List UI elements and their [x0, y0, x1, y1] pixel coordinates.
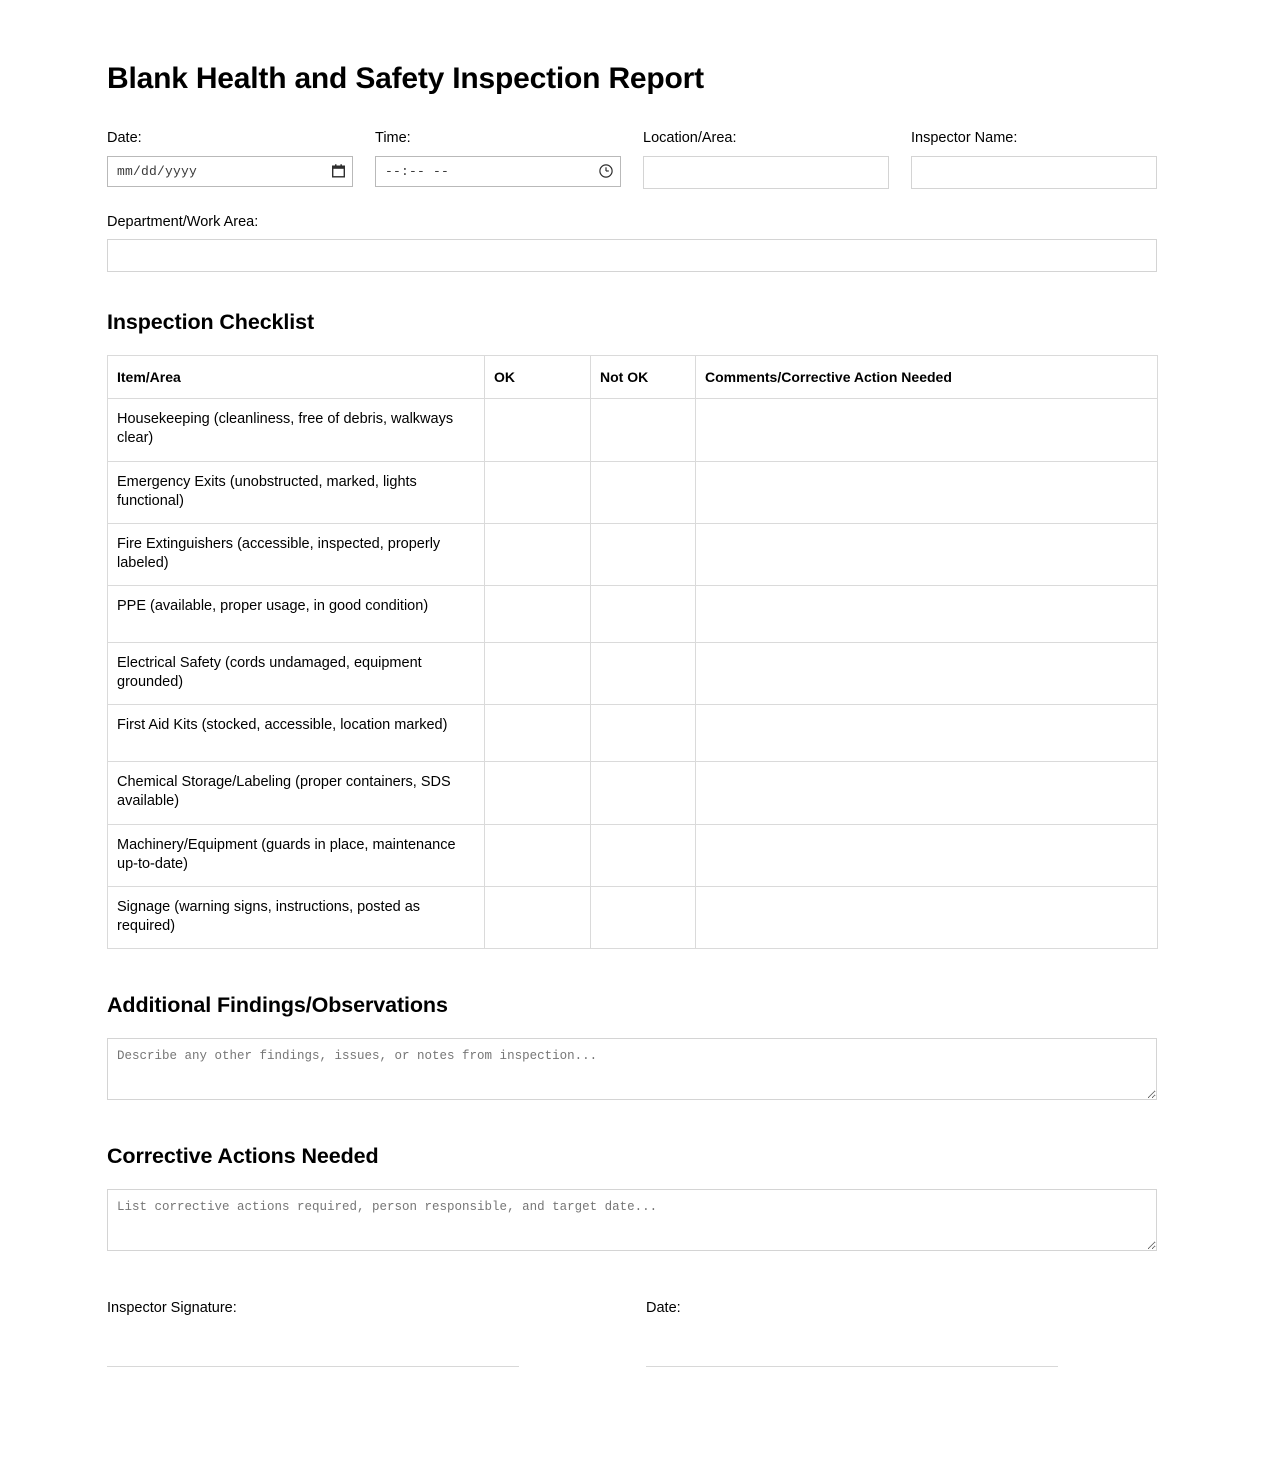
page-title: Blank Health and Safety Inspection Report: [107, 62, 704, 95]
field-location: [643, 129, 889, 189]
signature-date-line[interactable]: [646, 1319, 1058, 1367]
cell-ok[interactable]: [485, 523, 591, 585]
inspection-checklist-table: [107, 355, 1158, 949]
table-row: [108, 762, 1158, 824]
cell-item-area: Machinery/Equipment (guards in place, maintenance up-to-date): [108, 824, 485, 886]
table-row: [108, 886, 1158, 948]
signature-block: [107, 1299, 1157, 1367]
cell-ok[interactable]: [485, 762, 591, 824]
cell-comments[interactable]: [696, 643, 1158, 705]
additional-findings-heading: Additional Findings/Observations: [107, 993, 448, 1018]
location-label: Location/Area:: [643, 130, 737, 146]
cell-ok[interactable]: [485, 886, 591, 948]
cell-not-ok[interactable]: [591, 643, 696, 705]
inspector-signature-line[interactable]: [107, 1319, 519, 1367]
cell-comments[interactable]: [696, 705, 1158, 762]
cell-comments[interactable]: [696, 762, 1158, 824]
column-header-item: Item/Area: [108, 356, 485, 399]
cell-not-ok[interactable]: [591, 461, 696, 523]
inspector-signature-label: Inspector Signature:: [107, 1300, 237, 1317]
cell-item-area: Electrical Safety (cords undamaged, equipment grounded): [108, 643, 485, 705]
time-placeholder-text: --:-- --: [385, 163, 450, 179]
signature-date-group: [646, 1299, 1058, 1367]
cell-not-ok[interactable]: [591, 705, 696, 762]
corrective-actions-textarea[interactable]: [107, 1189, 1157, 1251]
bottom-spacer: [107, 1367, 1157, 1457]
table-row: [108, 824, 1158, 886]
department-label: Department/Work Area:: [107, 213, 259, 230]
field-time: [375, 129, 621, 189]
cell-comments[interactable]: [696, 824, 1158, 886]
cell-item-area: Chemical Storage/Labeling (proper containers, SDS available): [108, 762, 485, 824]
date-input[interactable]: [107, 156, 353, 187]
cell-not-ok[interactable]: [591, 523, 696, 585]
cell-ok[interactable]: [485, 824, 591, 886]
cell-item-area: Fire Extinguishers (accessible, inspected, properly labeled): [108, 523, 485, 585]
inspector-name-input[interactable]: [911, 156, 1157, 189]
cell-not-ok[interactable]: [591, 824, 696, 886]
cell-not-ok[interactable]: [591, 586, 696, 643]
cell-ok[interactable]: [485, 586, 591, 643]
department-input[interactable]: [107, 239, 1157, 272]
date-label: Date:: [107, 130, 142, 146]
cell-ok[interactable]: [485, 399, 591, 461]
field-inspector-name: [911, 129, 1157, 189]
column-header-comments: Comments/Corrective Action Needed: [696, 356, 1158, 399]
table-row: [108, 399, 1158, 461]
location-input[interactable]: [643, 156, 889, 189]
cell-not-ok[interactable]: [591, 762, 696, 824]
signature-date-label: Date:: [646, 1300, 681, 1317]
header-field-row: [107, 129, 1157, 189]
cell-comments[interactable]: [696, 586, 1158, 643]
corrective-actions-heading: Corrective Actions Needed: [107, 1144, 379, 1169]
column-header-not-ok: Not OK: [591, 356, 696, 399]
cell-comments[interactable]: [696, 461, 1158, 523]
cell-ok[interactable]: [485, 643, 591, 705]
cell-ok[interactable]: [485, 461, 591, 523]
cell-not-ok[interactable]: [591, 399, 696, 461]
inspector-name-label: Inspector Name:: [911, 130, 1018, 146]
cell-ok[interactable]: [485, 705, 591, 762]
date-placeholder-text: mm/dd/yyyy: [117, 163, 198, 179]
table-row: [108, 705, 1158, 762]
inspection-checklist-heading: Inspection Checklist: [107, 310, 315, 335]
column-header-ok: OK: [485, 356, 591, 399]
cell-comments[interactable]: [696, 523, 1158, 585]
cell-not-ok[interactable]: [591, 886, 696, 948]
cell-item-area: Signage (warning signs, instructions, posted as required): [108, 886, 485, 948]
table-row: [108, 461, 1158, 523]
table-row: [108, 643, 1158, 705]
cell-comments[interactable]: [696, 399, 1158, 461]
calendar-icon[interactable]: [332, 164, 345, 178]
table-row: [108, 523, 1158, 585]
table-row: [108, 586, 1158, 643]
cell-item-area: Housekeeping (cleanliness, free of debris, walkways clear): [108, 399, 485, 461]
field-department: [107, 213, 1157, 273]
field-date: [107, 129, 353, 189]
cell-item-area: First Aid Kits (stocked, accessible, location marked): [108, 705, 485, 762]
inspector-signature-group: [107, 1299, 519, 1367]
table-header-row: [108, 356, 1158, 399]
additional-findings-textarea[interactable]: [107, 1038, 1157, 1100]
cell-item-area: Emergency Exits (unobstructed, marked, lights functional): [108, 461, 485, 523]
cell-comments[interactable]: [696, 886, 1158, 948]
cell-item-area: PPE (available, proper usage, in good condition): [108, 586, 485, 643]
time-input[interactable]: [375, 156, 621, 187]
time-label: Time:: [375, 130, 411, 146]
clock-icon[interactable]: [599, 164, 613, 178]
